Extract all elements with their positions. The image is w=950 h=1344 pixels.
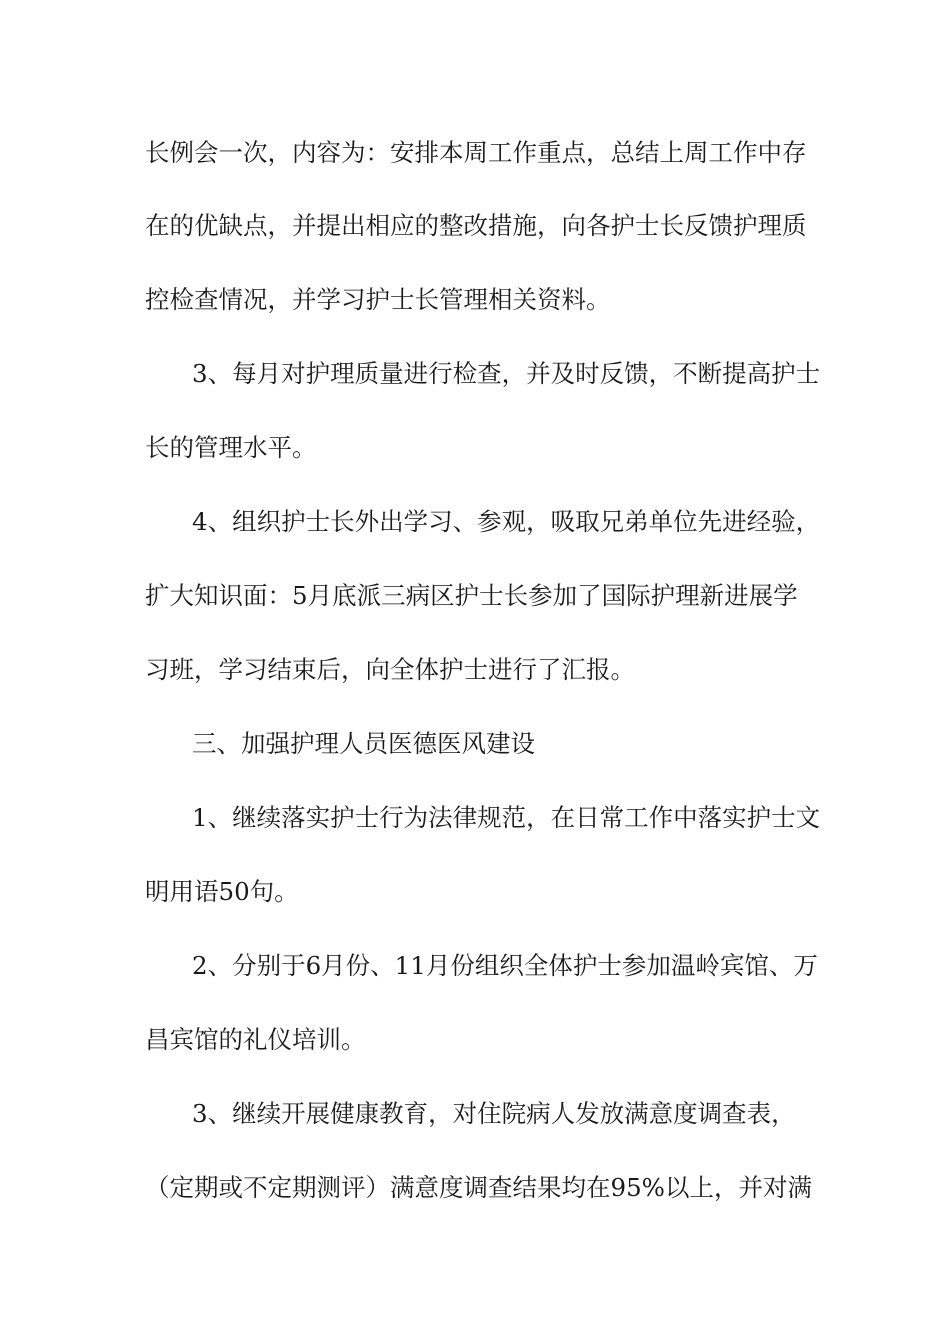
text-line: 长例会一次，内容为：安排本周工作重点，总结上周工作中存 xyxy=(145,138,807,167)
text-line: 控检查情况，并学习护士长管理相关资料。 xyxy=(145,285,611,314)
paragraph-3-start: 3、每月对护理质量进行检查，并及时反馈，不断提高护士 xyxy=(192,359,821,388)
paragraph-4-start: 4、组织护士长外出学习、参观，吸取兄弟单位先进经验， xyxy=(192,507,821,536)
text-line: 扩大知识面：5月底派三病区护士长参加了国际护理新进展学 xyxy=(145,581,798,610)
text-line: 明用语50句。 xyxy=(145,877,299,906)
item-2-start: 2、分别于6月份、11月份组织全体护士参加温岭宾馆、万 xyxy=(192,951,818,980)
section-heading: 三、加强护理人员医德医风建设 xyxy=(192,729,535,758)
text-line: 长的管理水平。 xyxy=(145,433,317,462)
text-line: 习班，学习结束后，向全体护士进行了汇报。 xyxy=(145,655,635,684)
item-3-start: 3、继续开展健康教育，对住院病人发放满意度调查表， xyxy=(192,1099,796,1128)
item-1-start: 1、继续落实护士行为法律规范，在日常工作中落实护士文 xyxy=(192,803,821,832)
text-line: 昌宾馆的礼仪培训。 xyxy=(145,1025,366,1054)
text-line: 在的优缺点，并提出相应的整改措施，向各护士长反馈护理质 xyxy=(145,211,807,240)
text-line: （定期或不定期测评）满意度调查结果均在95%以上，并对满 xyxy=(145,1173,812,1202)
